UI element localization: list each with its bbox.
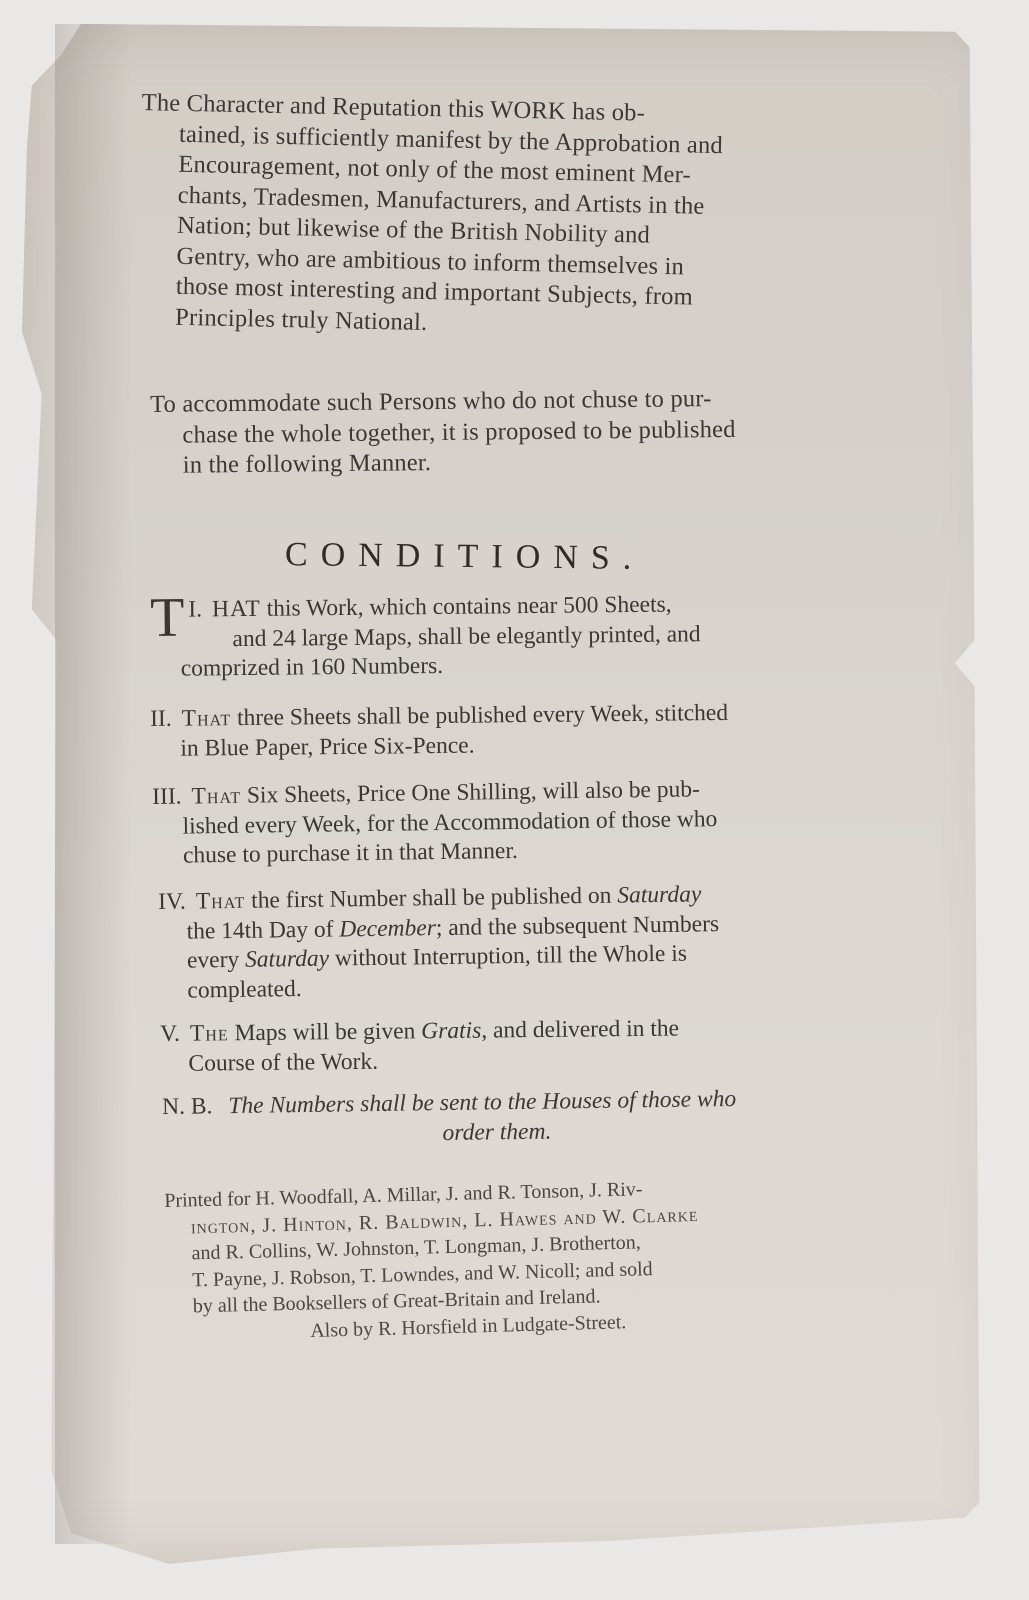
condition-item-1 xyxy=(149,586,701,684)
condition-text: Course of the Work. xyxy=(188,1048,379,1077)
nb-text: The Numbers shall be sent to the Houses of those who xyxy=(228,1085,737,1120)
accommodate-line: chase the whole together, it is proposed to be published xyxy=(182,415,736,449)
condition-text: without Interruption, till the Whole is xyxy=(334,940,688,972)
condition-text: three Sheets shall be published every Week, stitched xyxy=(236,699,729,732)
nb-label: N. B. xyxy=(162,1093,213,1120)
imprint-line: by all the Booksellers of Great-Britain and Ireland. xyxy=(192,1285,601,1318)
condition-date-day: Saturday xyxy=(244,945,330,973)
nb-text: order them. xyxy=(442,1118,552,1146)
condition-number: IV. xyxy=(158,888,187,915)
imprint-line: ington, J. Hinton, R. Baldwin, L. Hawes and W. Clarke xyxy=(190,1203,699,1238)
intro-line: Nation; but likewise of the British Nobility and xyxy=(176,211,651,249)
condition-number: II. xyxy=(150,705,172,732)
intro-paragraph xyxy=(137,88,724,344)
imprint-block xyxy=(164,1175,701,1320)
accommodate-paragraph xyxy=(150,384,736,482)
condition-number: I. xyxy=(188,596,203,623)
condition-number: V. xyxy=(160,1020,181,1047)
condition-text: the 14th Day of xyxy=(186,916,334,945)
imprint-also: Also by R. Horsfield in Ludgate-Street. xyxy=(310,1311,627,1342)
condition-text: every xyxy=(186,946,240,974)
condition-text: Maps will be given xyxy=(234,1018,416,1047)
intro-line: those most interesting and important Subjects, from xyxy=(175,272,694,311)
condition-text: ; and the subsequent Numbers xyxy=(435,910,720,941)
condition-text: in Blue Paper, Price Six-Pence. xyxy=(180,732,475,762)
condition-text: Six Sheets, Price One Shilling, will also be pub- xyxy=(246,776,701,809)
imprint-line: Printed for H. Woodfall, A. Millar, J. and R. Tonson, J. Riv- xyxy=(164,1178,643,1212)
condition-text: this Work, which contains near 500 Sheets, xyxy=(266,591,672,622)
condition-text: the first Number shall be published on xyxy=(251,882,612,914)
intro-line: chants, Tradesmen, Manufacturers, and Artists in the xyxy=(177,181,705,220)
conditions-heading: CONDITIONS. xyxy=(284,536,645,577)
condition-text: compleated. xyxy=(187,975,302,1004)
drop-cap: T xyxy=(149,586,185,649)
condition-lead: That xyxy=(191,782,242,810)
condition-gratis: Gratis xyxy=(421,1017,482,1045)
nota-bene xyxy=(162,1085,737,1152)
condition-text: comprized in 160 Numbers. xyxy=(180,652,444,682)
condition-item-4 xyxy=(158,880,720,1006)
condition-number: III. xyxy=(152,783,182,810)
condition-lead: That xyxy=(181,705,232,732)
condition-lead: That xyxy=(195,887,246,915)
condition-date-month: December xyxy=(339,914,437,942)
intro-line: Gentry, who are ambitious to inform themselves in xyxy=(176,242,685,280)
intro-line: The Character and Reputation this WORK has ob- xyxy=(141,88,646,127)
condition-lead: The xyxy=(189,1020,229,1047)
condition-text: lished every Week, for the Accommodation of those who xyxy=(182,805,718,840)
intro-line: Principles truly National. xyxy=(174,303,428,336)
condition-item-2 xyxy=(150,699,729,764)
condition-text: , and delivered in the xyxy=(481,1015,680,1044)
intro-line: Encouragement, not only of the most eminent Mer- xyxy=(178,150,692,189)
condition-date-day: Saturday xyxy=(617,881,702,909)
intro-line: tained, is sufficiently manifest by the Approbation and xyxy=(178,120,724,159)
condition-text: and 24 large Maps, shall be elegantly printed, and xyxy=(232,620,701,652)
accommodate-line: in the following Manner. xyxy=(182,449,432,479)
condition-item-5 xyxy=(160,1015,679,1079)
condition-text: chuse to purchase it in that Manner. xyxy=(182,837,518,869)
accommodate-line: To accommodate such Persons who do not chuse to pur- xyxy=(150,385,712,418)
imprint-line: and R. Collins, W. Johnston, T. Longman, J. Brotherton, xyxy=(191,1231,642,1265)
condition-item-3 xyxy=(152,775,718,871)
condition-lead: HAT xyxy=(211,595,261,623)
imprint-line: T. Payne, J. Robson, T. Lowndes, and W. Nicoll; and sold xyxy=(191,1257,653,1291)
